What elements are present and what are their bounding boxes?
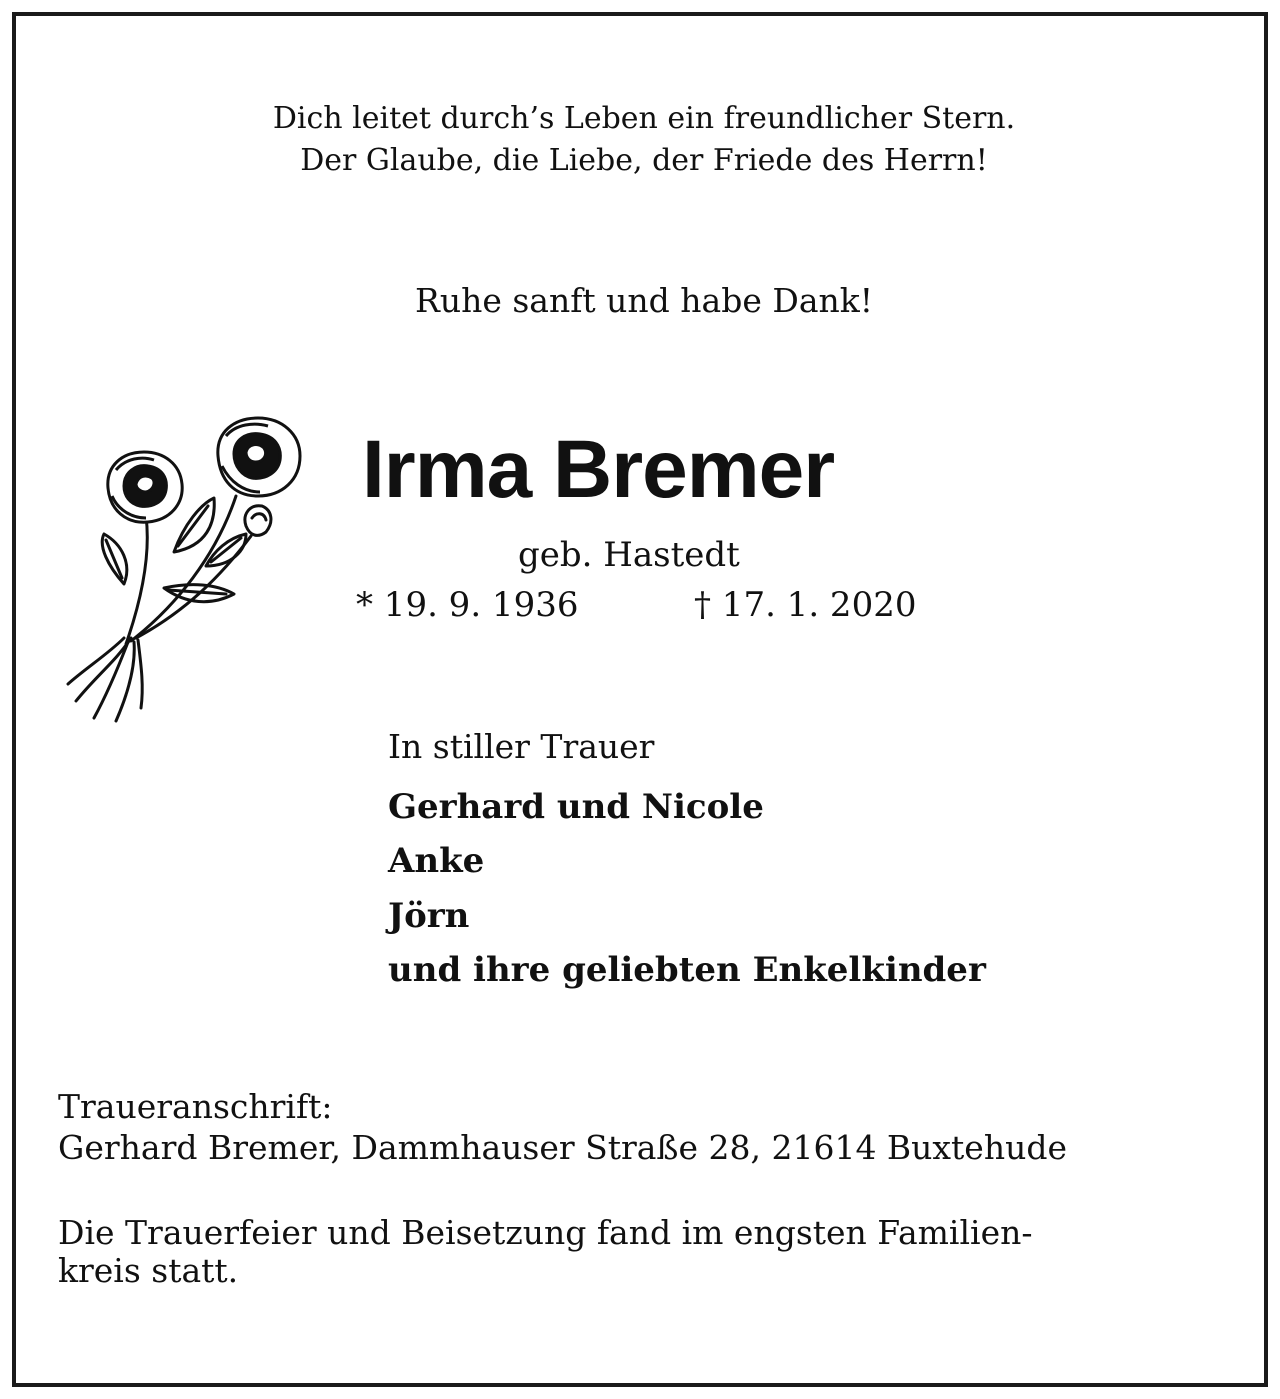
- mourner-line: Anke: [388, 841, 485, 881]
- roses-icon: [46, 406, 306, 726]
- mourning-intro: In stiller Trauer: [388, 727, 655, 766]
- deceased-name: Irma Bremer: [362, 424, 835, 515]
- ceremony-notice-line-2: kreis statt.: [58, 1251, 239, 1290]
- address-line: Gerhard Bremer, Dammhauser Straße 28, 21614 Buxtehude: [58, 1128, 1067, 1167]
- motto-line-1: Dich leitet durch’s Leben ein freundlicher Stern.: [272, 101, 1016, 136]
- death-date: † 17. 1. 2020: [694, 585, 917, 625]
- obituary-frame: [12, 12, 1268, 1387]
- mourner-line: Gerhard und Nicole: [388, 787, 764, 827]
- maiden-name: geb. Hastedt: [518, 535, 740, 575]
- birth-date: * 19. 9. 1936: [356, 585, 579, 625]
- motto-line-2: Der Glaube, die Liebe, der Friede des Herrn!: [300, 143, 988, 178]
- address-label: Traueranschrift:: [58, 1087, 333, 1126]
- mourner-line: und ihre geliebten Enkelkinder: [388, 950, 986, 990]
- mourner-line: Jörn: [388, 896, 470, 936]
- ceremony-notice-line-1: Die Trauerfeier und Beisetzung fand im engsten Familien-: [58, 1213, 1033, 1252]
- farewell-text: Ruhe sanft und habe Dank!: [414, 281, 874, 320]
